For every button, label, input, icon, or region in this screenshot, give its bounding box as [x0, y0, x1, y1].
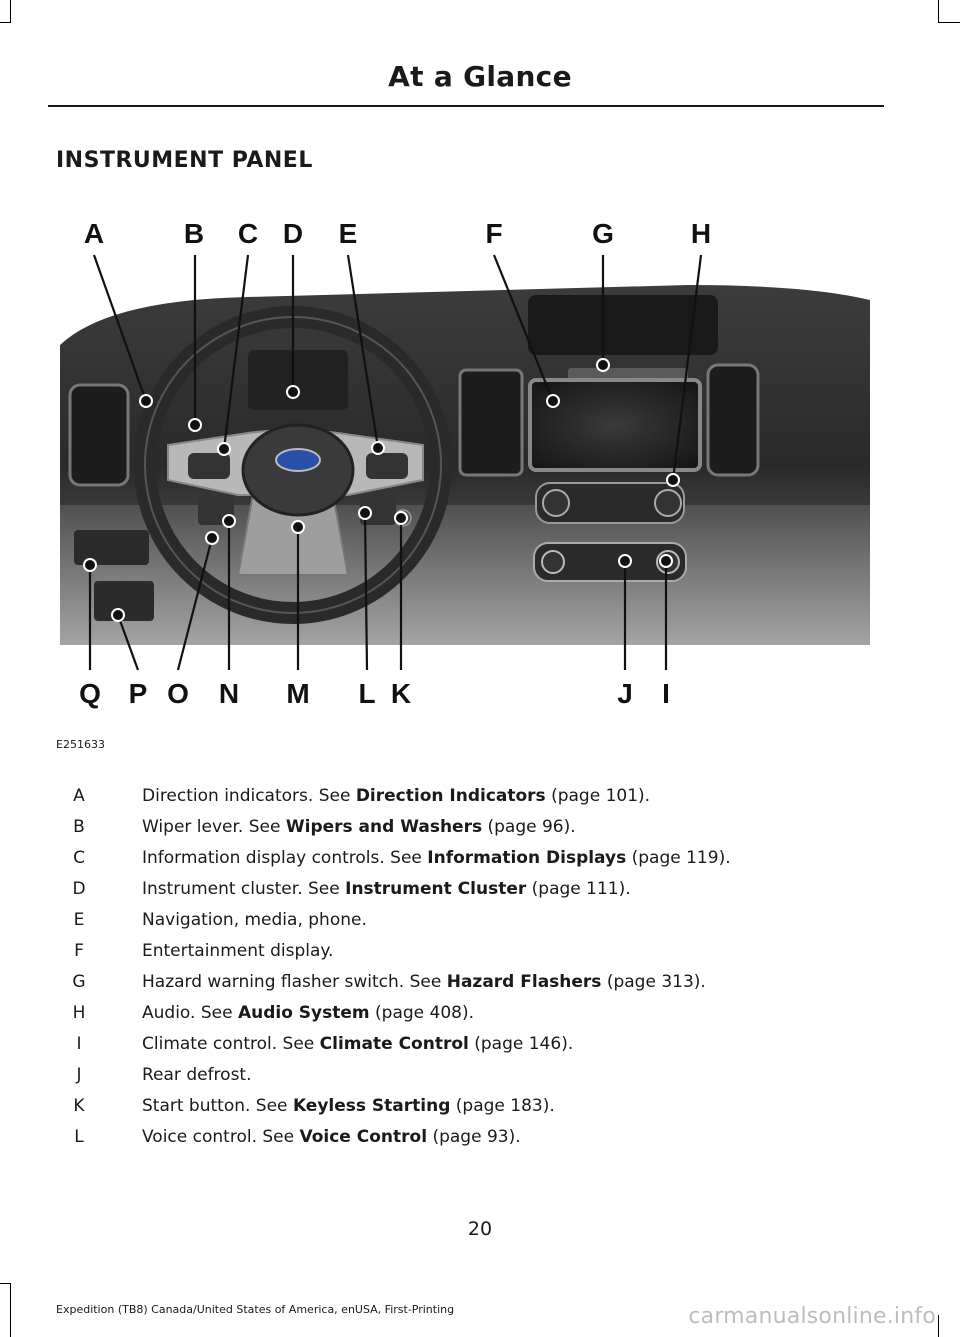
callout-h: H [690, 218, 712, 249]
watermark: carmanualsonline.info [688, 1304, 936, 1329]
left-air-vent [70, 385, 128, 485]
callout-g: G [592, 218, 614, 249]
legend-text: Start button. See [142, 1096, 293, 1116]
legend-description [142, 970, 706, 994]
callout-b: B [183, 218, 205, 249]
legend-page: (page 313). [601, 972, 706, 992]
legend-row [56, 815, 896, 846]
crop-mark-bottom-left-v [10, 1283, 11, 1337]
legend-description [142, 877, 631, 901]
callout-f: F [485, 218, 503, 249]
callout-k: K [390, 678, 412, 709]
legend-reference-link[interactable]: Climate Control [319, 1034, 469, 1054]
legend-row [56, 1063, 896, 1094]
callout-l: L [358, 678, 376, 709]
legend-page: (page 101). [545, 786, 651, 806]
right-air-vent [708, 365, 758, 475]
legend-key: F [74, 941, 84, 961]
legend-text: Instrument cluster. See [142, 879, 346, 899]
crop-mark-bottom-right-v [938, 1315, 939, 1337]
callout-legend [56, 784, 896, 1156]
legend-key: E [73, 910, 85, 930]
instrument-panel-illustration [48, 205, 888, 725]
legend-description [142, 846, 731, 870]
legend-reference-link[interactable]: Audio System [237, 1003, 370, 1023]
legend-text: Entertainment display. [142, 941, 334, 961]
legend-key: A [73, 786, 85, 806]
legend-text: Hazard warning flasher switch. See [142, 972, 447, 992]
legend-text: Direction indicators. See [142, 786, 356, 806]
legend-key: C [73, 848, 85, 868]
legend-description [142, 784, 650, 808]
legend-page: (page 96). [482, 817, 576, 837]
crop-mark-bottom-left-h [0, 1283, 11, 1284]
legend-text: Audio. See [142, 1003, 238, 1023]
crop-mark-top-left-h [0, 22, 11, 23]
legend-reference-link[interactable]: Direction Indicators [355, 786, 546, 806]
climate-knob-left [542, 551, 564, 573]
callout-a: A [83, 218, 105, 249]
legend-row [56, 1125, 896, 1156]
legend-description [142, 908, 367, 932]
header-divider [48, 105, 884, 107]
section-title: INSTRUMENT PANEL [56, 148, 313, 173]
legend-row [56, 970, 896, 1001]
legend-key: L [74, 1127, 84, 1147]
legend-text: Rear defrost. [142, 1065, 252, 1085]
legend-key: J [76, 1065, 82, 1085]
legend-description [142, 1032, 573, 1056]
center-air-vent [460, 370, 522, 475]
legend-text: Voice control. See [142, 1127, 300, 1147]
instrument-panel-figure [48, 205, 888, 725]
headlamp-switch-panel [74, 530, 149, 565]
legend-key: G [72, 972, 86, 992]
legend-row [56, 908, 896, 939]
callout-c: C [237, 218, 259, 249]
page-number: 20 [467, 1218, 493, 1240]
legend-page: (page 93). [427, 1127, 521, 1147]
footer-text: Expedition (TB8) Canada/United States of America, enUSA, First-Printing [56, 1303, 455, 1316]
legend-page: (page 111). [526, 879, 631, 899]
callout-i: I [662, 678, 670, 709]
legend-reference-link[interactable]: Hazard Flashers [446, 972, 602, 992]
volume-knob [543, 490, 569, 516]
legend-description [142, 815, 576, 839]
callout-n: N [218, 678, 240, 709]
crop-mark-top-right-h [938, 22, 960, 23]
instrument-cluster-screen [248, 350, 348, 410]
legend-description [142, 1001, 474, 1025]
legend-description [142, 939, 333, 963]
legend-row [56, 939, 896, 970]
legend-text: Information display controls. See [142, 848, 428, 868]
legend-key: K [73, 1096, 85, 1116]
legend-reference-link[interactable]: Instrument Cluster [345, 879, 527, 899]
legend-text: Climate control. See [142, 1034, 320, 1054]
legend-key: D [72, 879, 86, 899]
callout-o: O [167, 678, 189, 709]
tune-knob [655, 490, 681, 516]
legend-page: (page 119). [626, 848, 731, 868]
legend-row [56, 1032, 896, 1063]
legend-description [142, 1063, 252, 1087]
callout-q: Q [79, 678, 101, 709]
legend-page: (page 146). [468, 1034, 574, 1054]
legend-row [56, 846, 896, 877]
legend-text: Wiper lever. See [142, 817, 286, 837]
brand-logo-icon [276, 449, 320, 471]
entertainment-screen [530, 380, 700, 470]
legend-key: I [76, 1034, 82, 1054]
figure-id: E251633 [56, 738, 105, 751]
callout-d: D [282, 218, 304, 249]
right-wheel-buttons [366, 453, 408, 479]
legend-key: B [73, 817, 85, 837]
callout-m: M [286, 678, 310, 709]
legend-description [142, 1094, 555, 1118]
legend-row [56, 877, 896, 908]
legend-page: (page 408). [369, 1003, 475, 1023]
callout-j: J [617, 678, 633, 709]
legend-row [56, 1001, 896, 1032]
left-wheel-buttons [188, 453, 230, 479]
legend-reference-link[interactable]: Information Displays [427, 848, 627, 868]
legend-page: (page 183). [450, 1096, 555, 1116]
legend-row [56, 1094, 896, 1125]
legend-text: Navigation, media, phone. [142, 910, 367, 930]
legend-reference-link[interactable]: Wipers and Washers [285, 817, 483, 837]
page-header-title: At a Glance [388, 60, 572, 93]
crop-mark-top-left-v [10, 0, 11, 22]
legend-reference-link[interactable]: Keyless Starting [292, 1096, 451, 1116]
callout-e: E [338, 218, 358, 249]
crop-mark-top-right-v [938, 0, 939, 22]
legend-reference-link[interactable]: Voice Control [299, 1127, 428, 1147]
legend-row [56, 784, 896, 815]
legend-key: H [72, 1003, 86, 1023]
callout-p: P [128, 678, 148, 709]
legend-description [142, 1125, 521, 1149]
